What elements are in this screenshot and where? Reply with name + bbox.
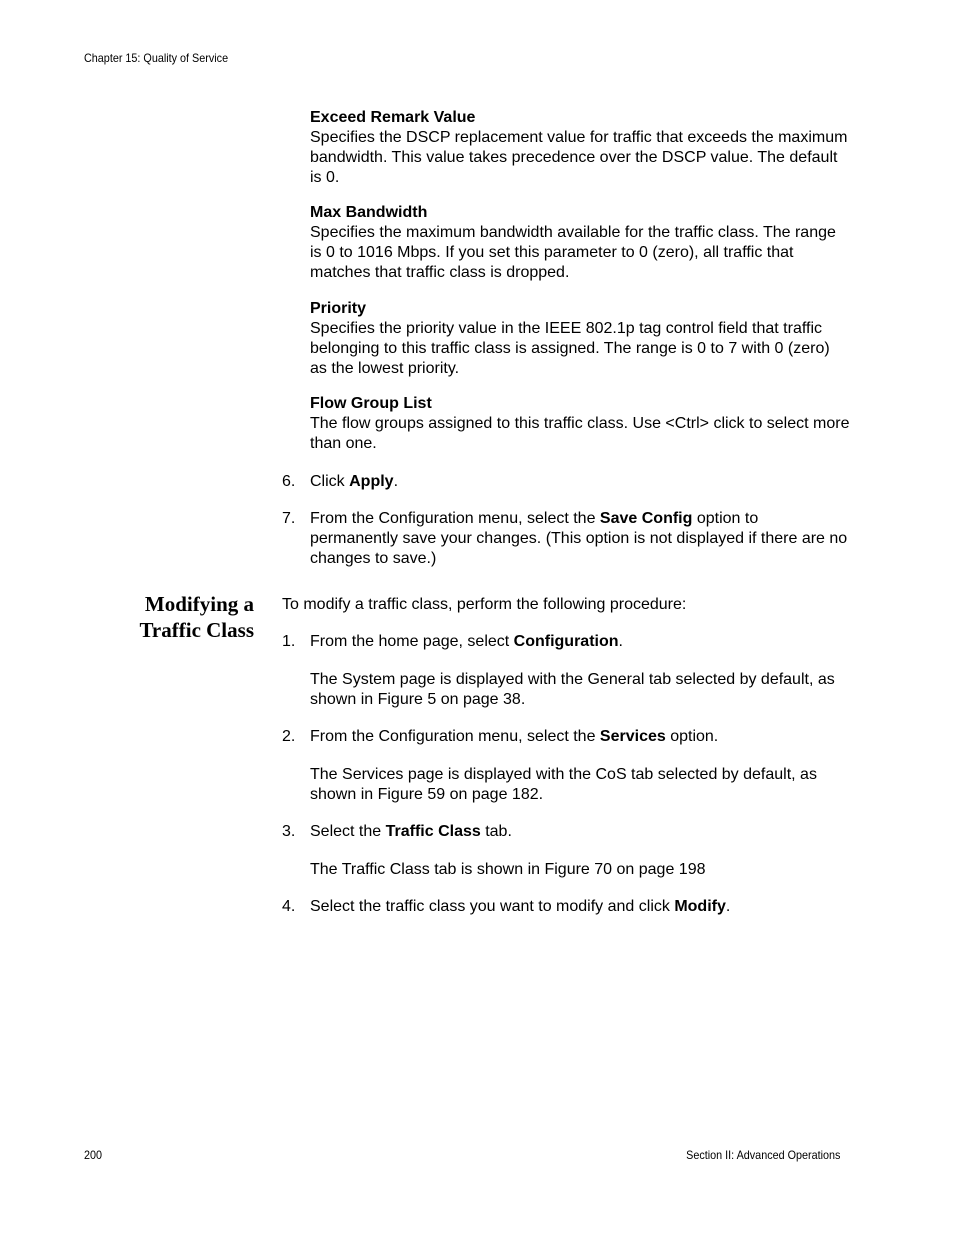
step-3: [282, 822, 850, 842]
footer-section: Section II: Advanced Operations: [685, 1148, 840, 1162]
step-number: 6.: [282, 473, 296, 490]
definition-body: Specifies the maximum bandwidth available for the traffic class. The range is 0 to 1016 Mbps. If you set this parameter to 0 (zero), all traffic that matches that traffic class is dropped.: [310, 224, 836, 281]
step-text: Select the traffic class you want to modify and click Modify.: [310, 898, 731, 915]
step-text: From the Configuration menu, select the Services option.: [310, 728, 719, 745]
step-4: [282, 897, 850, 917]
step-7: [282, 509, 850, 569]
step-text: From the home page, select Configuration.: [310, 633, 623, 650]
section-intro: To modify a traffic class, perform the following procedure:: [282, 596, 687, 613]
step-2: [282, 727, 850, 747]
page-number: 200: [84, 1148, 103, 1162]
step-number: 1.: [282, 633, 296, 650]
running-header: Chapter 15: Quality of Service: [84, 51, 229, 65]
definition-body: Specifies the DSCP replacement value for traffic that exceeds the maximum bandwidth. This value takes precedence over the DSCP value. The default is 0.: [310, 129, 848, 186]
step-text: Select the Traffic Class tab.: [310, 823, 512, 840]
definition-flow-group-list: [310, 394, 850, 454]
section-heading-line-1: Modifying a: [144, 592, 254, 616]
step-number: 4.: [282, 898, 296, 915]
section-heading: [100, 591, 254, 643]
definition-priority: [310, 299, 850, 379]
step-number: 3.: [282, 823, 296, 840]
step-number: 2.: [282, 728, 296, 745]
definition-term: Max Bandwidth: [310, 204, 428, 221]
definition-term: Flow Group List: [310, 395, 432, 412]
definition-term: Priority: [310, 300, 367, 317]
section-heading-line-2: Traffic Class: [139, 618, 254, 642]
definition-body: Specifies the priority value in the IEEE 802.1p tag control field that traffic belonging to this traffic class is assigned. The range is 0 to 7 with 0 (zero) as the lowest priority.: [310, 320, 830, 377]
definition-exceed-remark-value: [310, 108, 850, 188]
step-number: 7.: [282, 510, 296, 527]
step-text: From the Configuration menu, select the Save Config option to permanently save your changes. (This option is not displayed if there are no changes to save.): [310, 510, 848, 567]
step-3-note: The Traffic Class tab is shown in Figure 70 on page 198: [310, 861, 706, 878]
step-1: [282, 632, 850, 652]
step-text: Click Apply.: [310, 473, 399, 490]
definition-body: The flow groups assigned to this traffic class. Use <Ctrl> click to select more than one.: [310, 415, 850, 452]
definition-max-bandwidth: [310, 203, 850, 283]
definition-term: Exceed Remark Value: [310, 109, 476, 126]
step-6: [282, 472, 850, 492]
step-2-note: The Services page is displayed with the CoS tab selected by default, as shown in Figure 59 on page 182.: [310, 766, 817, 803]
step-1-note: The System page is displayed with the General tab selected by default, as shown in Figure 5 on page 38.: [310, 671, 835, 708]
